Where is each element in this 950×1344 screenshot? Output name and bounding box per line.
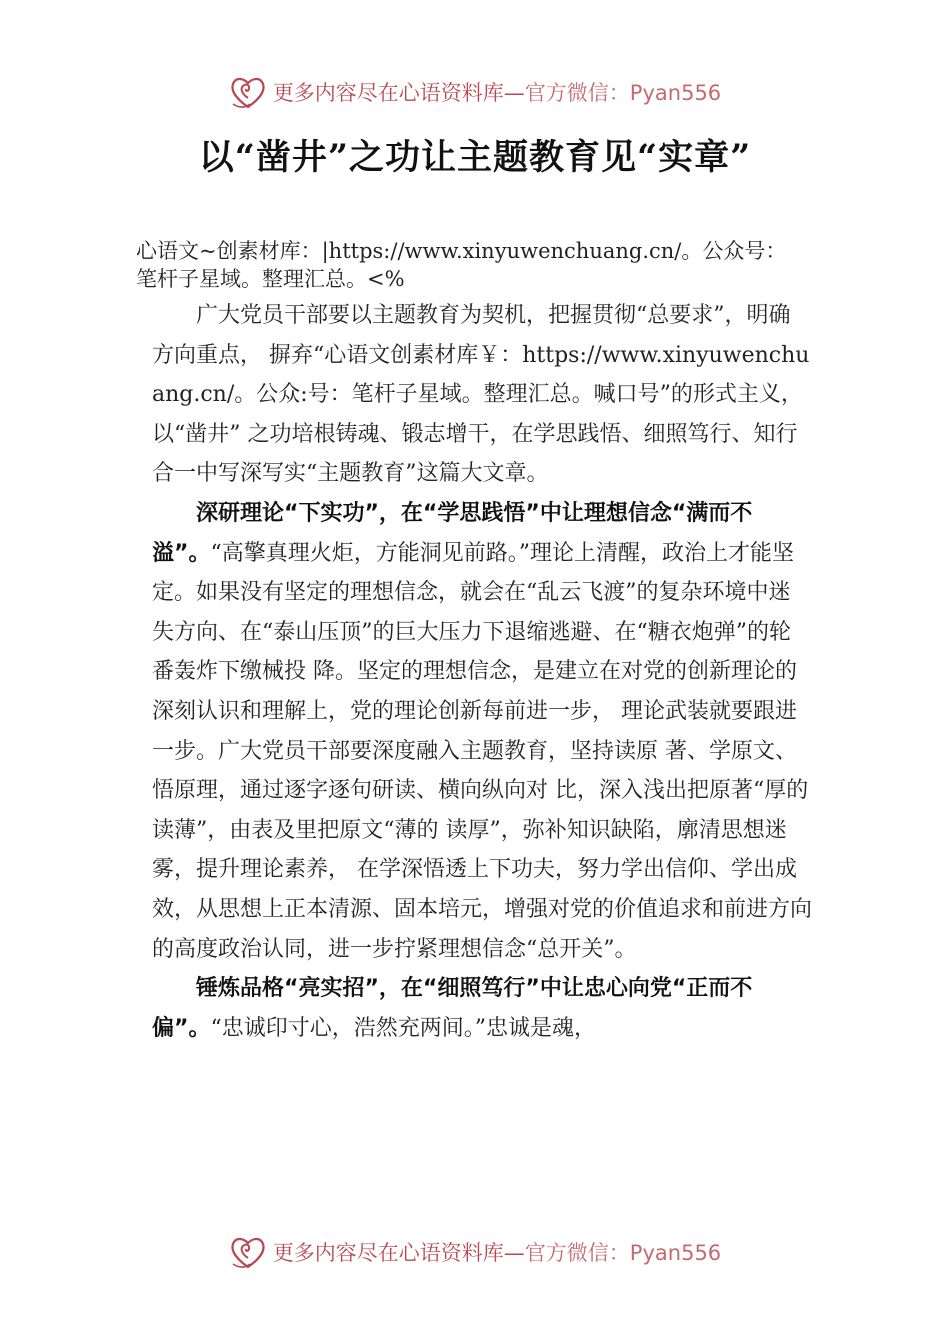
section-1-heading: 深研理论“下实功”，在“学思践悟”中让理想信念“满而不溢”。 (152, 500, 753, 566)
heart-spiral-logo-icon (229, 1234, 267, 1270)
banner-wechat: 官方微信：Pyan556 (524, 1241, 722, 1265)
footer-watermark-banner (0, 1232, 950, 1272)
banner-wechat: 官方微信：Pyan556 (524, 81, 722, 105)
section-1-paragraph (152, 494, 812, 969)
source-line: 心语文~创素材库：|https://www.xinyuwenchuang.cn/。公众号：笔杆子星域。整理汇总。<% (136, 239, 787, 291)
document-body (152, 296, 812, 1048)
intro-paragraph: 广大党员干部要以主题教育为契机，把握贯彻“总要求”，明确方向重点， 摒弃“心语文创素材库￥：https://www.xinyuwenchuang.cn/。公众:号：笔杆子星域。整理汇总。喊口号”的形式主义，以“凿井” 之功培根铸魂、锻志增干，在学思践悟、细照笃行、知行合一中写深写实“主题教育”这篇大文章。 (152, 303, 810, 487)
section-2-body: “忠诚印寸心，浩然充两间。”忠诚是魂， (210, 1015, 596, 1041)
header-watermark-banner (0, 72, 950, 112)
section-2-heading: 锤炼品格“亮实招”，在“细照笃行”中让忠心向党“正而不偏”。 (152, 976, 753, 1041)
section-2-paragraph (152, 969, 812, 1048)
banner-text: 更多内容尽在心语资料库— (272, 81, 525, 105)
document-title: 以“凿井”之功让主题教育见“实章” (198, 137, 752, 178)
heart-spiral-logo-icon (229, 74, 267, 110)
banner-text: 更多内容尽在心语资料库— (272, 1241, 525, 1265)
section-1-body: “高擎真理火炬，方能洞见前路。”理论上清醒，政治上才能坚定。如果没有坚定的理想信念，就会在“乱云飞渡”的复杂环境中迷失方向、在“泰山压顶”的巨大压力下退缩逃避、在“糖衣炮弹”的轮番轰炸下缴械投 降。坚定的理想信念，是建立在对党的创新理论的深刻认识和理解上，党的理论创新每前进一步， 理论武装就要跟进一步。广大党员干部要深度融入主题教育，坚持读原 著、学原文、悟原理，通过逐字逐句研读、横向纵向对 比，深入浅出把原著“厚的读薄”，由表及里把原文“薄的 读厚”，弥补知识缺陷，廓清思想迷雾，提升理论素养， 在学深悟透上下功夫，努力学出信仰、学出成效，从思想上正本清源、固本培元，增强对党的价值追求和前进方向的高度政治认同，进一步拧紧理想信念“总开关”。 (152, 540, 813, 962)
